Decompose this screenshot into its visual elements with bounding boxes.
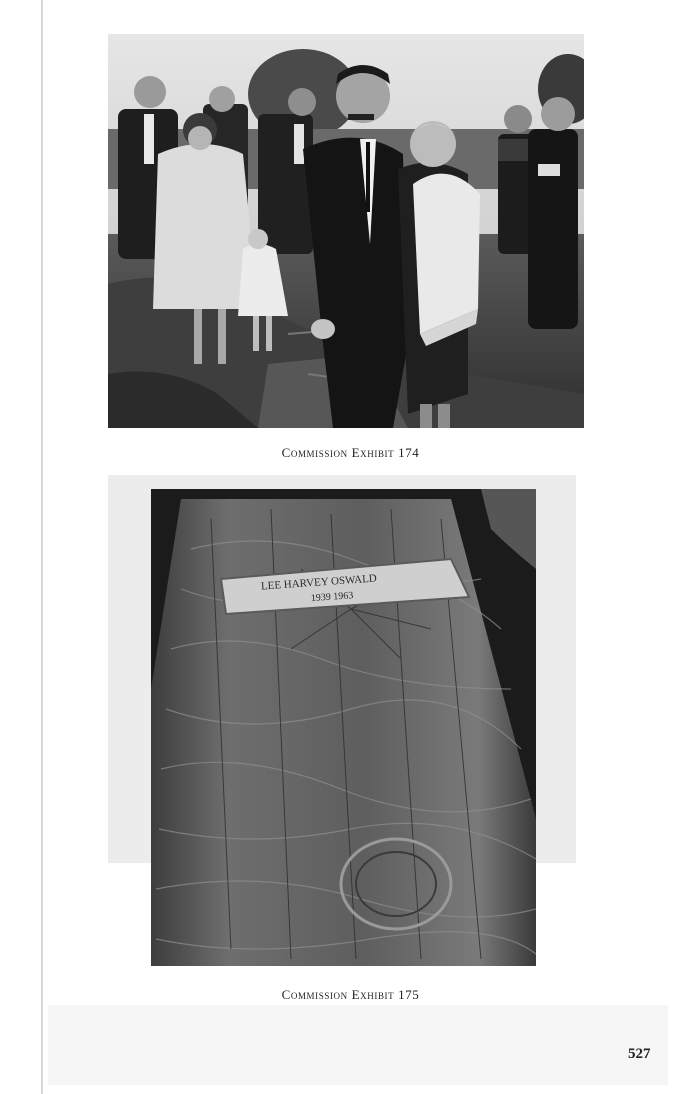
exhibit-175-photograph: [151, 489, 536, 966]
exhibit-174-caption: Commission Exhibit 174: [281, 445, 420, 460]
exhibit-175-caption: Commission Exhibit 175: [281, 987, 420, 1002]
page-number: 527: [628, 1046, 651, 1062]
binding-gutter-line: [41, 0, 43, 1094]
baby-blanket: [413, 174, 480, 334]
plaque-name: LEE HARVEY OSWALD: [260, 572, 378, 593]
page-scan-wash: [48, 1005, 668, 1085]
exhibit-174-photograph: [108, 34, 584, 428]
plaque-dates: 1939 1963: [310, 590, 354, 605]
